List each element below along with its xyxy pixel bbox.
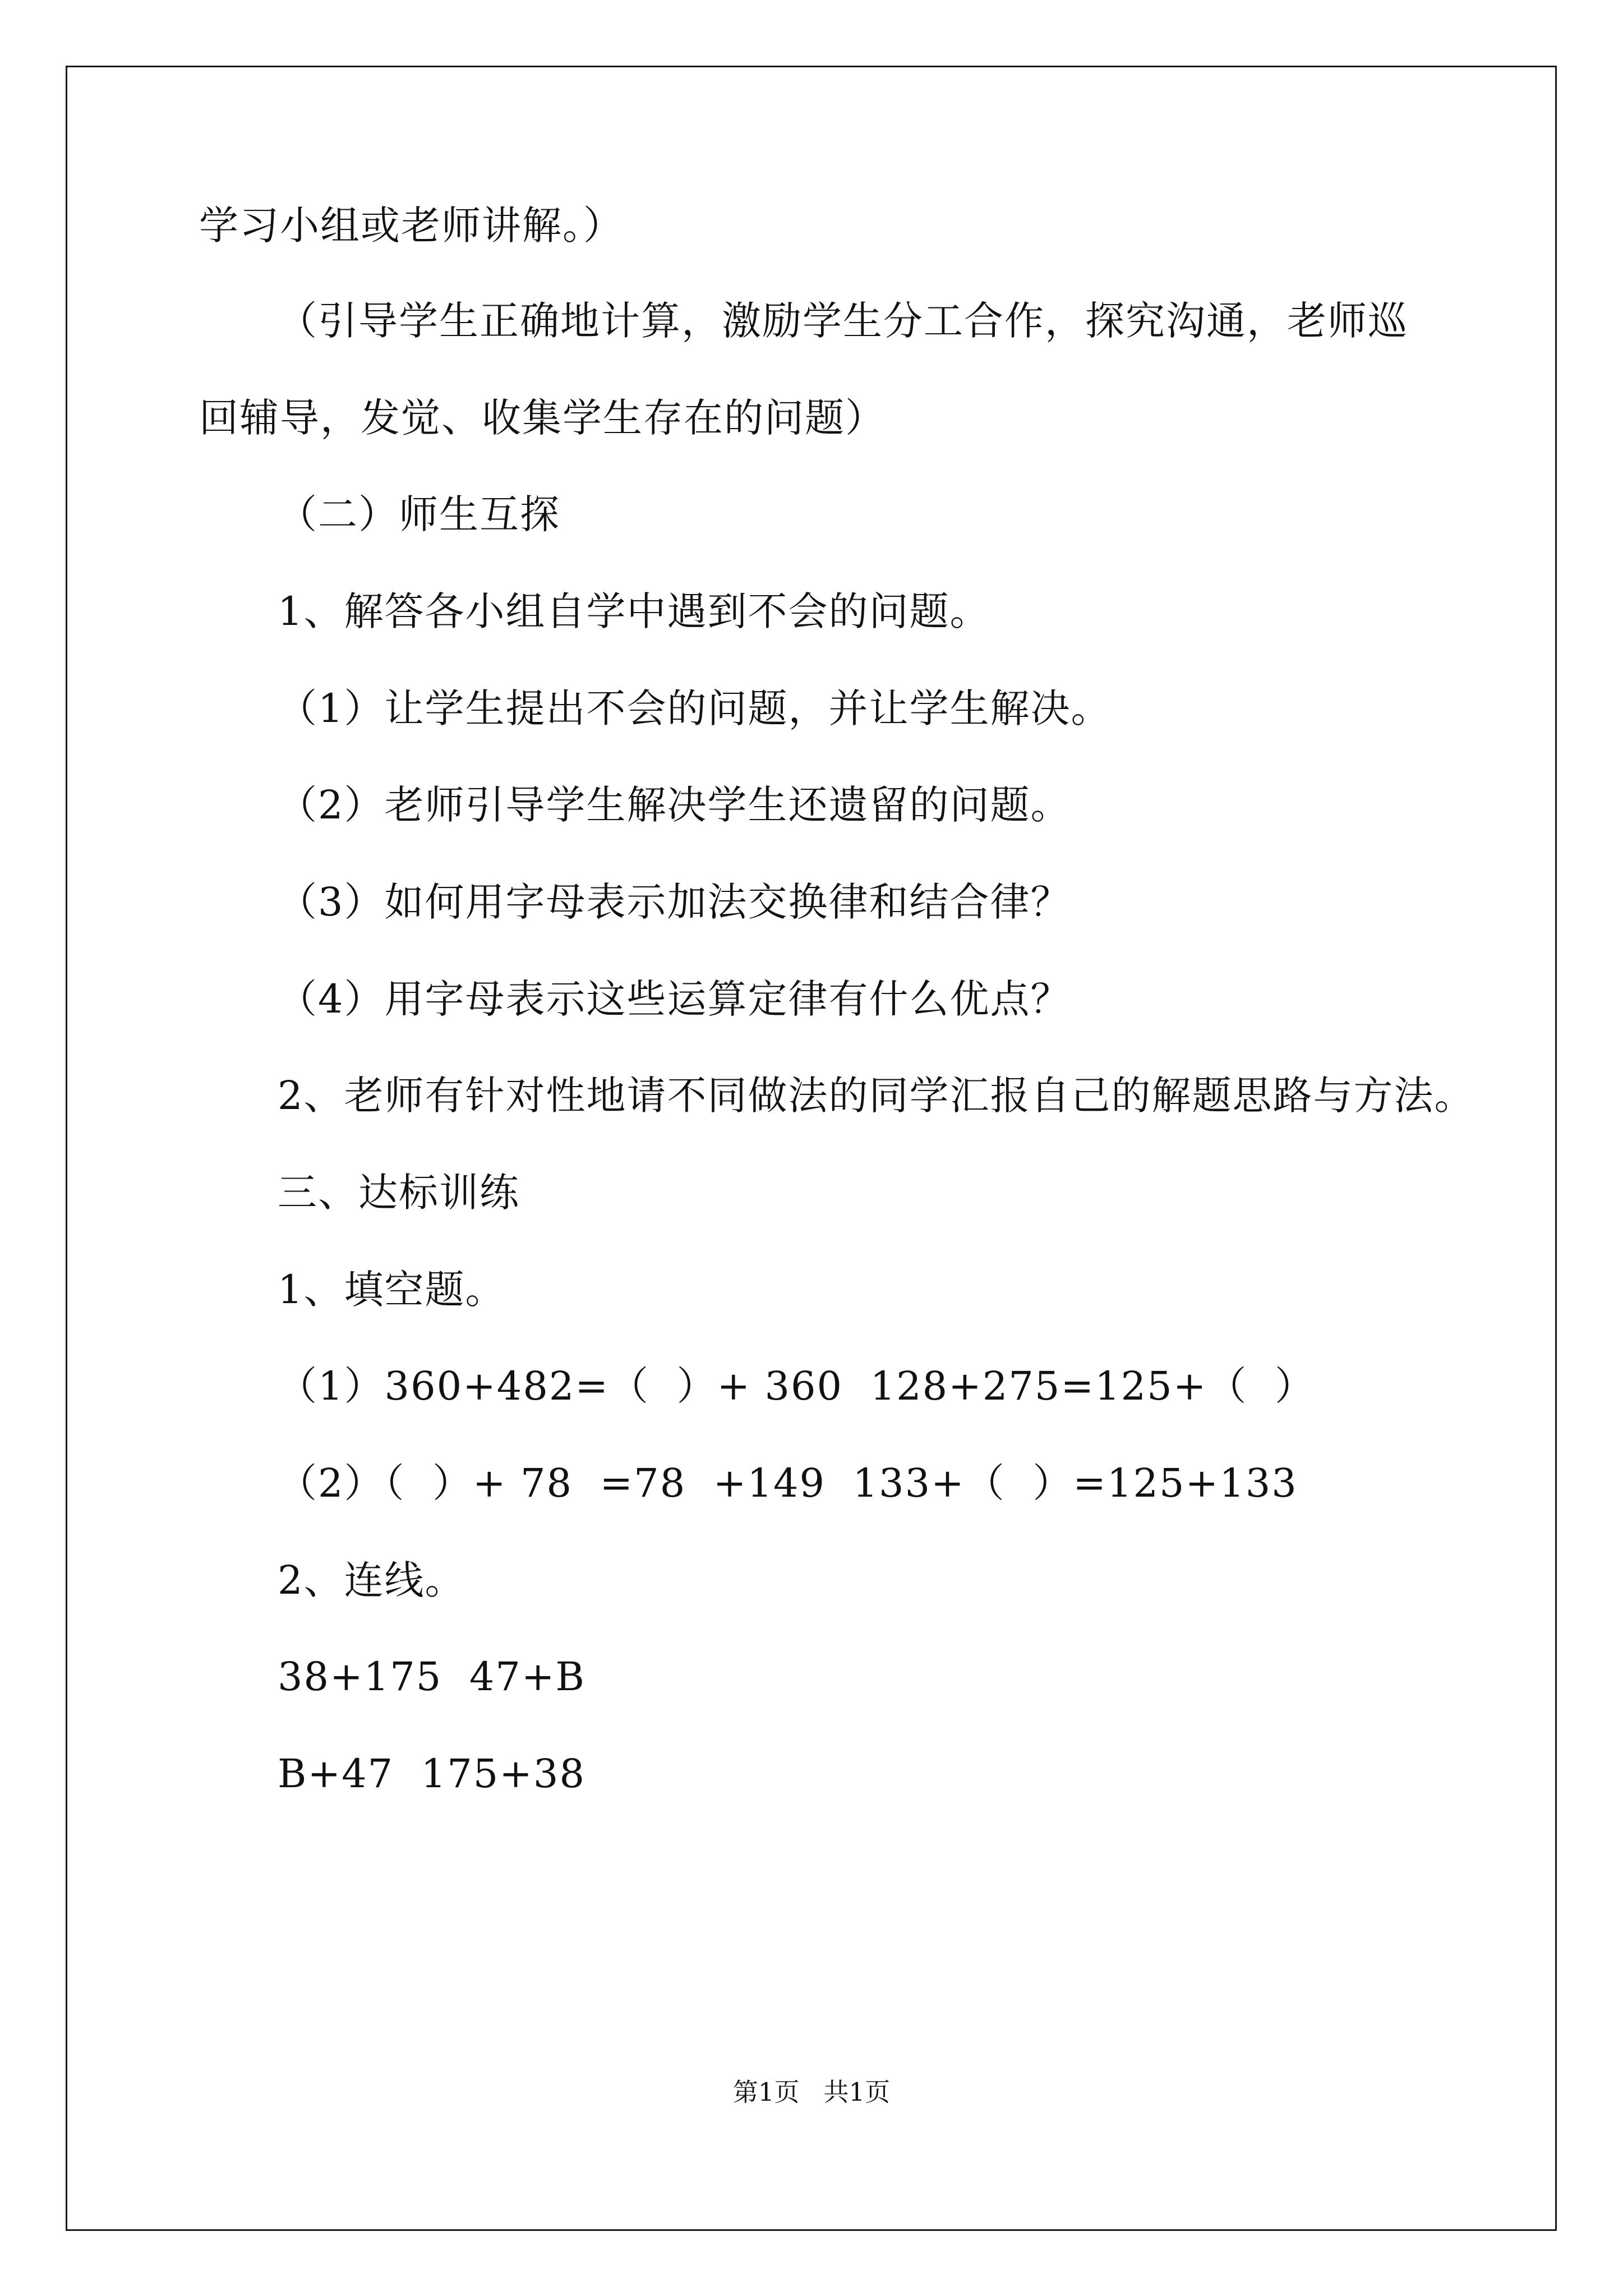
text-line-item-2: 2、老师有针对性地请不同做法的同学汇报自己的解题思路与方法。 xyxy=(278,1073,1475,1119)
text-line-match-row-2: B+47 175+38 xyxy=(278,1751,585,1797)
text-line-guidance-cont: 回辅导，发觉、收集学生存在的问题） xyxy=(199,395,886,441)
text-line-sub-1: （1）让学生提出不会的问题，并让学生解决。 xyxy=(278,685,1112,731)
text-line-match-row-1: 38+175 47+B xyxy=(278,1654,585,1700)
text-line-guidance: （引导学生正确地计算，激励学生分工合作，探究沟通，老师巡 xyxy=(278,298,1408,344)
text-line-fill-blank: 1、填空题。 xyxy=(278,1267,506,1313)
text-line-item-1: 1、解答各小组自学中遇到不会的问题。 xyxy=(278,588,990,634)
section-heading-teacher-student: （二）师生互探 xyxy=(278,491,560,537)
text-line-equation-1: （1）360+482=（ ）+ 360 128+275=125+（ ） xyxy=(278,1363,1315,1409)
text-line-sub-2: （2）老师引导学生解决学生还遗留的问题。 xyxy=(278,782,1071,828)
text-line-sub-3: （3）如何用字母表示加法交换律和结合律？ xyxy=(278,879,1071,925)
text-line-matching: 2、连线。 xyxy=(278,1557,465,1603)
text-line-sub-4: （4）用字母表示这些运算定律有什么优点？ xyxy=(278,976,1071,1022)
text-line-continuation: 学习小组或老师讲解。） xyxy=(199,203,624,249)
section-heading-practice: 三、达标训练 xyxy=(278,1170,520,1216)
text-line-equation-2: （2）（ ）+ 78 =78 +149 133+（ ）=125+133 xyxy=(278,1460,1298,1506)
page-footer: 第1页 共1页 xyxy=(732,2077,891,2107)
